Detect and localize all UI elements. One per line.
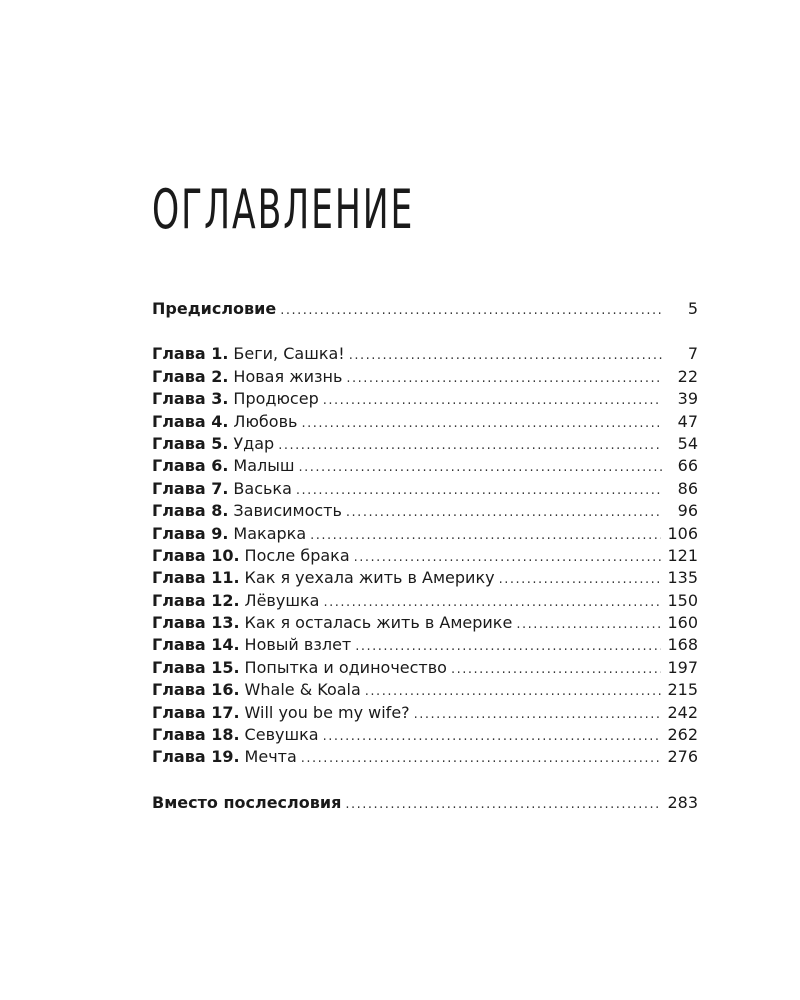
- chapter-title: Новая жизнь: [233, 366, 343, 386]
- chapter-page: 66: [677, 456, 698, 476]
- chapter-number: Глава 19.: [152, 747, 240, 767]
- dot-leader: [516, 614, 661, 636]
- chapter-page: 150: [667, 590, 698, 610]
- toc-entry-chapter-10[interactable]: [152, 545, 698, 567]
- chapter-number: Глава 11.: [152, 568, 240, 588]
- toc-entry-chapter-3[interactable]: [152, 388, 698, 410]
- dot-leader: [278, 435, 662, 457]
- chapter-title: Малыш: [233, 456, 295, 476]
- chapter-page: 86: [677, 478, 698, 498]
- dot-leader: [296, 480, 662, 502]
- toc-entry-afterword[interactable]: [152, 792, 698, 814]
- chapter-number: Глава 10.: [152, 545, 240, 565]
- chapter-title: Whale & Koala: [244, 680, 361, 700]
- toc-entry-chapter-15[interactable]: [152, 657, 698, 679]
- chapter-page: 197: [667, 657, 698, 677]
- chapter-page: 160: [667, 613, 698, 633]
- toc-entry-page: 5: [687, 299, 698, 318]
- dot-leader: [323, 390, 662, 412]
- chapter-number: Глава 6.: [152, 456, 229, 476]
- chapter-title: После брака: [244, 545, 350, 565]
- chapter-page: 39: [677, 389, 698, 409]
- chapter-title: Севушка: [244, 725, 319, 745]
- dot-leader: [301, 413, 662, 435]
- dot-leader: [299, 457, 662, 479]
- table-of-contents: [152, 298, 698, 814]
- chapter-title: Беги, Сашка!: [233, 344, 345, 364]
- toc-entry-title: Предисловие: [152, 299, 277, 318]
- chapter-number: Глава 4.: [152, 411, 229, 431]
- chapter-number: Глава 9.: [152, 523, 229, 543]
- chapter-page: 47: [677, 411, 698, 431]
- dot-leader: [301, 748, 662, 770]
- toc-entry-page: 283: [667, 792, 698, 812]
- chapter-number: Глава 15.: [152, 657, 240, 677]
- toc-entry-chapter-12[interactable]: [152, 590, 698, 612]
- dot-leader: [365, 681, 662, 703]
- dot-leader: [354, 547, 662, 569]
- chapter-title: Зависимость: [233, 501, 342, 521]
- chapter-page: 242: [667, 702, 698, 722]
- toc-entry-chapter-1[interactable]: [152, 343, 698, 365]
- chapter-page: 276: [667, 747, 698, 767]
- page-title: ОГЛАВЛЕНИЕ: [152, 178, 415, 241]
- toc-entry-preface[interactable]: [152, 298, 698, 320]
- chapter-number: Глава 16.: [152, 680, 240, 700]
- dot-leader: [451, 659, 662, 681]
- chapter-title: Мечта: [244, 747, 297, 767]
- chapter-title: Любовь: [233, 411, 298, 431]
- chapter-page: 106: [667, 523, 698, 543]
- toc-entry-chapter-7[interactable]: [152, 478, 698, 500]
- toc-entry-chapter-14[interactable]: [152, 634, 698, 656]
- chapter-title: Как я осталась жить в Америке: [244, 613, 513, 633]
- dot-leader: [346, 368, 662, 390]
- dot-leader: [414, 704, 662, 726]
- chapter-title: Как я уехала жить в Америку: [244, 568, 495, 588]
- chapter-title: Удар: [233, 433, 275, 453]
- dot-leader: [323, 726, 662, 748]
- chapter-title: Лёвушка: [244, 590, 320, 610]
- chapter-page: 54: [677, 433, 698, 453]
- chapter-number: Глава 18.: [152, 725, 240, 745]
- chapter-title: Макарка: [233, 523, 307, 543]
- chapter-page: 135: [667, 568, 698, 588]
- dot-leader: [345, 794, 661, 816]
- dot-leader: [499, 569, 662, 591]
- dot-leader: [355, 636, 661, 658]
- chapter-number: Глава 3.: [152, 389, 229, 409]
- dot-leader: [346, 502, 662, 524]
- toc-entry-chapter-6[interactable]: [152, 455, 698, 477]
- chapter-title: Продюсер: [233, 389, 319, 409]
- dot-leader: [280, 300, 662, 322]
- chapter-title: Will you be my wife?: [244, 702, 410, 722]
- chapter-number: Глава 5.: [152, 433, 229, 453]
- chapter-number: Глава 1.: [152, 344, 229, 364]
- toc-entry-chapter-18[interactable]: [152, 724, 698, 746]
- dot-leader: [310, 525, 661, 547]
- dot-leader: [323, 592, 661, 614]
- chapter-title: Новый взлет: [244, 635, 352, 655]
- chapter-page: 121: [667, 545, 698, 565]
- toc-entry-chapter-8[interactable]: [152, 500, 698, 522]
- chapter-page: 168: [667, 635, 698, 655]
- chapter-number: Глава 2.: [152, 366, 229, 386]
- toc-entry-chapter-4[interactable]: [152, 411, 698, 433]
- chapter-number: Глава 12.: [152, 590, 240, 610]
- chapter-number: Глава 17.: [152, 702, 240, 722]
- chapter-page: 215: [667, 680, 698, 700]
- toc-entry-chapter-16[interactable]: [152, 679, 698, 701]
- chapter-page: 96: [677, 501, 698, 521]
- chapter-number: Глава 8.: [152, 501, 229, 521]
- toc-entry-chapter-2[interactable]: [152, 366, 698, 388]
- toc-entry-title: Вместо послесловия: [152, 792, 342, 812]
- chapter-page: 22: [677, 366, 698, 386]
- chapter-number: Глава 14.: [152, 635, 240, 655]
- toc-entry-chapter-11[interactable]: [152, 567, 698, 589]
- toc-entry-chapter-5[interactable]: [152, 433, 698, 455]
- chapter-page: 7: [687, 344, 698, 364]
- toc-entry-chapter-13[interactable]: [152, 612, 698, 634]
- toc-entry-chapter-9[interactable]: [152, 523, 698, 545]
- toc-entry-chapter-19[interactable]: [152, 746, 698, 768]
- chapter-title: Попытка и одиночество: [244, 657, 447, 677]
- chapter-title: Васька: [233, 478, 292, 498]
- dot-leader: [349, 345, 662, 367]
- chapter-number: Глава 7.: [152, 478, 229, 498]
- toc-entry-chapter-17[interactable]: [152, 702, 698, 724]
- chapter-page: 262: [667, 725, 698, 745]
- chapter-number: Глава 13.: [152, 613, 240, 633]
